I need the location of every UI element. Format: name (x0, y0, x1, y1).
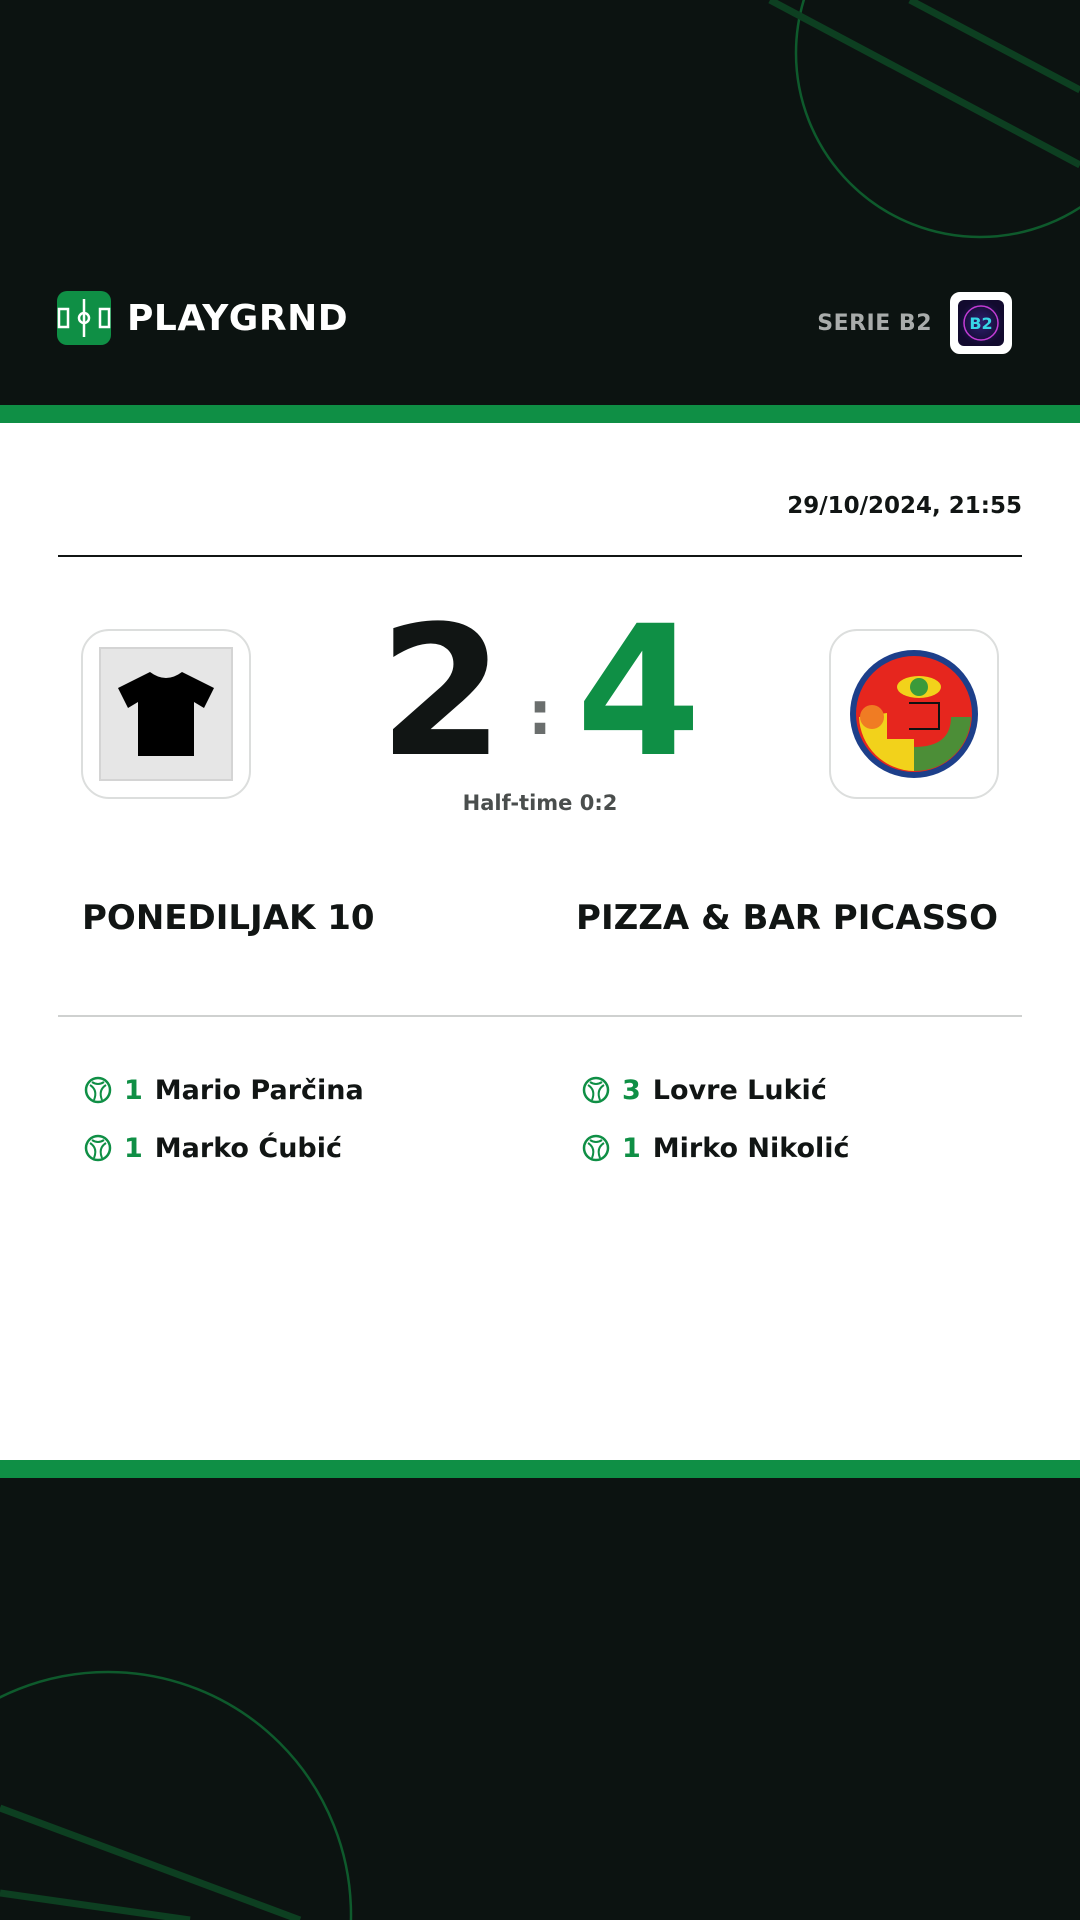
pitch-icon (57, 291, 111, 345)
league-badge-icon (950, 292, 1012, 354)
goal-count: 1 (124, 1132, 143, 1164)
scorer-row (582, 1128, 850, 1168)
brand[interactable] (57, 291, 348, 345)
brand-name: PLAYGRND (127, 297, 349, 339)
soccer-ball-icon (582, 1134, 610, 1162)
league-name: SERIE B2 (817, 310, 932, 336)
home-team-name[interactable]: PONEDILJAK 10 (82, 898, 375, 938)
divider (58, 555, 1022, 557)
halftime-score: Half-time 0:2 (462, 791, 618, 815)
player-name[interactable]: Mirko Nikolić (652, 1132, 850, 1164)
divider-light (58, 1015, 1022, 1017)
league-badge-text: B2 (969, 314, 993, 333)
player-name[interactable]: Mario Parčina (154, 1074, 364, 1106)
scorer-row (84, 1070, 364, 1110)
away-team-logo[interactable] (829, 629, 999, 799)
goal-count: 3 (622, 1074, 641, 1106)
score-separator: : (528, 679, 552, 749)
away-team-name[interactable]: PIZZA & BAR PICASSO (576, 898, 998, 938)
goal-count: 1 (622, 1132, 641, 1164)
soccer-ball-icon (84, 1134, 112, 1162)
accent-bar-bottom (0, 1460, 1080, 1478)
goal-count: 1 (124, 1074, 143, 1106)
bottom-pitch-decoration (0, 1478, 1080, 1920)
soccer-ball-icon (84, 1076, 112, 1104)
header (0, 0, 1080, 405)
league[interactable] (817, 292, 1012, 354)
away-score: 4 (576, 588, 702, 797)
soccer-ball-icon (582, 1076, 610, 1104)
home-scorers (84, 1070, 364, 1186)
player-name[interactable]: Lovre Lukić (652, 1074, 827, 1106)
scorer-row (582, 1070, 850, 1110)
scorer-row (84, 1128, 364, 1168)
match-datetime: 29/10/2024, 21:55 (787, 493, 1022, 519)
away-scorers (582, 1070, 850, 1186)
picasso-logo-icon (847, 647, 981, 781)
home-score: 2 (378, 588, 504, 797)
accent-bar-top (0, 405, 1080, 423)
match-card (0, 423, 1080, 1460)
player-name[interactable]: Marko Ćubić (154, 1132, 343, 1164)
